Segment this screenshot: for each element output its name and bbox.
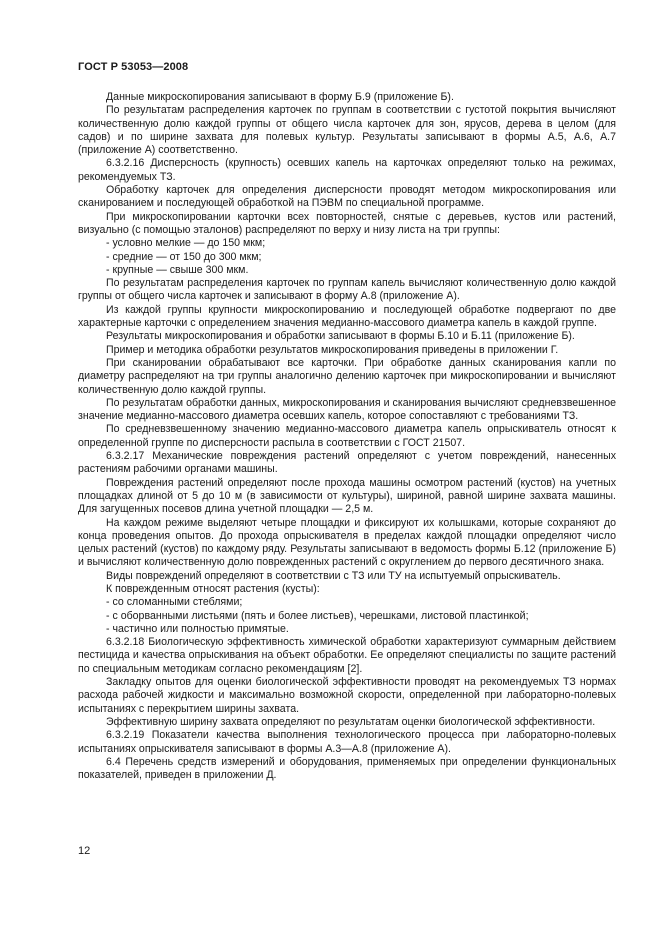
paragraph: По результатам обработки данных, микроскопирования и сканирования вычисляют средневзвешенное значение медианно-массового диаметра осевших капель, которое сопоставляют с требованиями ТЗ. xyxy=(78,396,616,423)
list-item: - крупные — свыше 300 мкм. xyxy=(106,263,249,276)
paragraph: 6.3.2.16 Дисперсность (крупность) осевших капель на карточках определяют только на режимах, рекомендуемых ТЗ. xyxy=(78,157,616,183)
paragraph: Результаты микроскопирования и обработки записывают в формы Б.10 и Б.11 (приложение Б). xyxy=(106,330,575,343)
paragraph: При сканировании обрабатывают все карточки. При обработке данных сканирования капли по диаметру распределяют на три группы аналогично делению карточек при микроскопировании и вычисляют количественную долю каждой группы. xyxy=(78,356,616,396)
paragraph: По результатам распределения карточек по группам в соответствии с густотой покрытия вычисляют количественную долю каждой группы от общего числа карточек для зон, ярусов, дерева в целом (для садов) и по ширине захвата для полевых культур. Результаты записывают в формы А.5, А.6, А.7 (приложение А) соответственно. xyxy=(78,104,616,157)
paragraph: Виды повреждений определяют в соответствии с ТЗ или ТУ на испытуемый опрыскиватель. xyxy=(106,569,561,582)
paragraph: 6.4 Перечень средств измерений и оборудования, применяемых при определении функциональных показателей, приведен в приложении Д. xyxy=(78,755,616,782)
paragraph: 6.3.2.18 Биологическую эффективность химической обработки характеризуют суммарным действием пестицида и качества опрыскивания на объект обработки. Ее определяют специалисты по защите растений по специальным методикам согласно рекомендациям [2]. xyxy=(78,636,616,675)
document-header: ГОСТ Р 53053—2008 xyxy=(78,61,189,73)
paragraph: Повреждения растений определяют после прохода машины осмотром растений (кустов) на учетных площадках длиной от 5 до 10 м (в зависимости от культуры), шириной, равной ширине захвата машины. Для загущенных посевов длина учетной площадки — 2,5 м. xyxy=(78,476,616,516)
paragraph: Обработку карточек для определения дисперсности проводят методом микроскопирования или сканированием и последующей обработкой на ПЭВМ по специальной программе. xyxy=(78,184,616,210)
paragraph: Пример и методика обработки результатов микроскопирования приведены в приложении Г. xyxy=(106,343,559,356)
paragraph: Закладку опытов для оценки биологической эффективности проводят на рекомендуемых ТЗ нормах расхода рабочей жидкости и максимально возможной скорости, определенной при лабораторно-полевых испытаниях с перекрытием ширины захвата. xyxy=(78,676,616,715)
paragraph: Эффективную ширину захвата определяют по результатам оценки биологической эффективности. xyxy=(106,715,596,728)
paragraph: Данные микроскопирования записывают в форму Б.9 (приложение Б). xyxy=(106,91,454,103)
list-item: - с оборванными листьями (пять и более листьев), черешками, листовой пластинкой; xyxy=(106,609,529,622)
document-body xyxy=(78,91,616,782)
list-item: - условно мелкие — до 150 мкм; xyxy=(106,237,266,250)
paragraph: По средневзвешенному значению медианно-массового диаметра капель опрыскиватель относят к определенной группе по дисперсности распыла в соответствии с ГОСТ 21507. xyxy=(78,423,616,449)
paragraph: На каждом режиме выделяют четыре площадки и фиксируют их колышками, которые сохраняют до конца проведения опытов. До прохода опрыскивателя в пределах каждой площадки определяют число целых растений (кустов) по каждому ряду. Результаты записывают в ведомость формы Б.12 (приложение Б) и вычисляют количественную долю поврежденных растений с округлением до первого десятичного знака. xyxy=(78,516,616,569)
paragraph: Из каждой группы крупности микроскопированию и последующей обработке подвергают по две характерные карточки с определением значения медианно-массового диаметра капель в каждой группе. xyxy=(78,303,616,330)
paragraph: К поврежденным относят растения (кусты): xyxy=(106,582,320,595)
list-item: - средние — от 150 до 300 мкм; xyxy=(106,250,262,263)
paragraph: 6.3.2.19 Показатели качества выполнения технологического процесса при лабораторно-полевых испытаниях опрыскивателя записывают в формы А.3—А.8 (приложение А). xyxy=(78,729,616,755)
paragraph: 6.3.2.17 Механические повреждения растений определяют с учетом повреждений, нанесенных растениям рабочими органами машины. xyxy=(78,450,616,476)
list-item: - со сломанными стеблями; xyxy=(106,596,243,609)
paragraph: По результатам распределения карточек по группам капель вычисляют количественную долю каждой группы от общего числа карточек и записывают в форму А.8 (приложение А). xyxy=(78,277,616,303)
paragraph: При микроскопировании карточки всех повторностей, снятые с деревьев, кустов или растений, визуально (с помощью эталонов) распределяют по верху и низу листа на три группы: xyxy=(78,210,616,236)
list-item: - частично или полностью примятые. xyxy=(106,622,289,635)
page-number: 12 xyxy=(78,845,91,857)
